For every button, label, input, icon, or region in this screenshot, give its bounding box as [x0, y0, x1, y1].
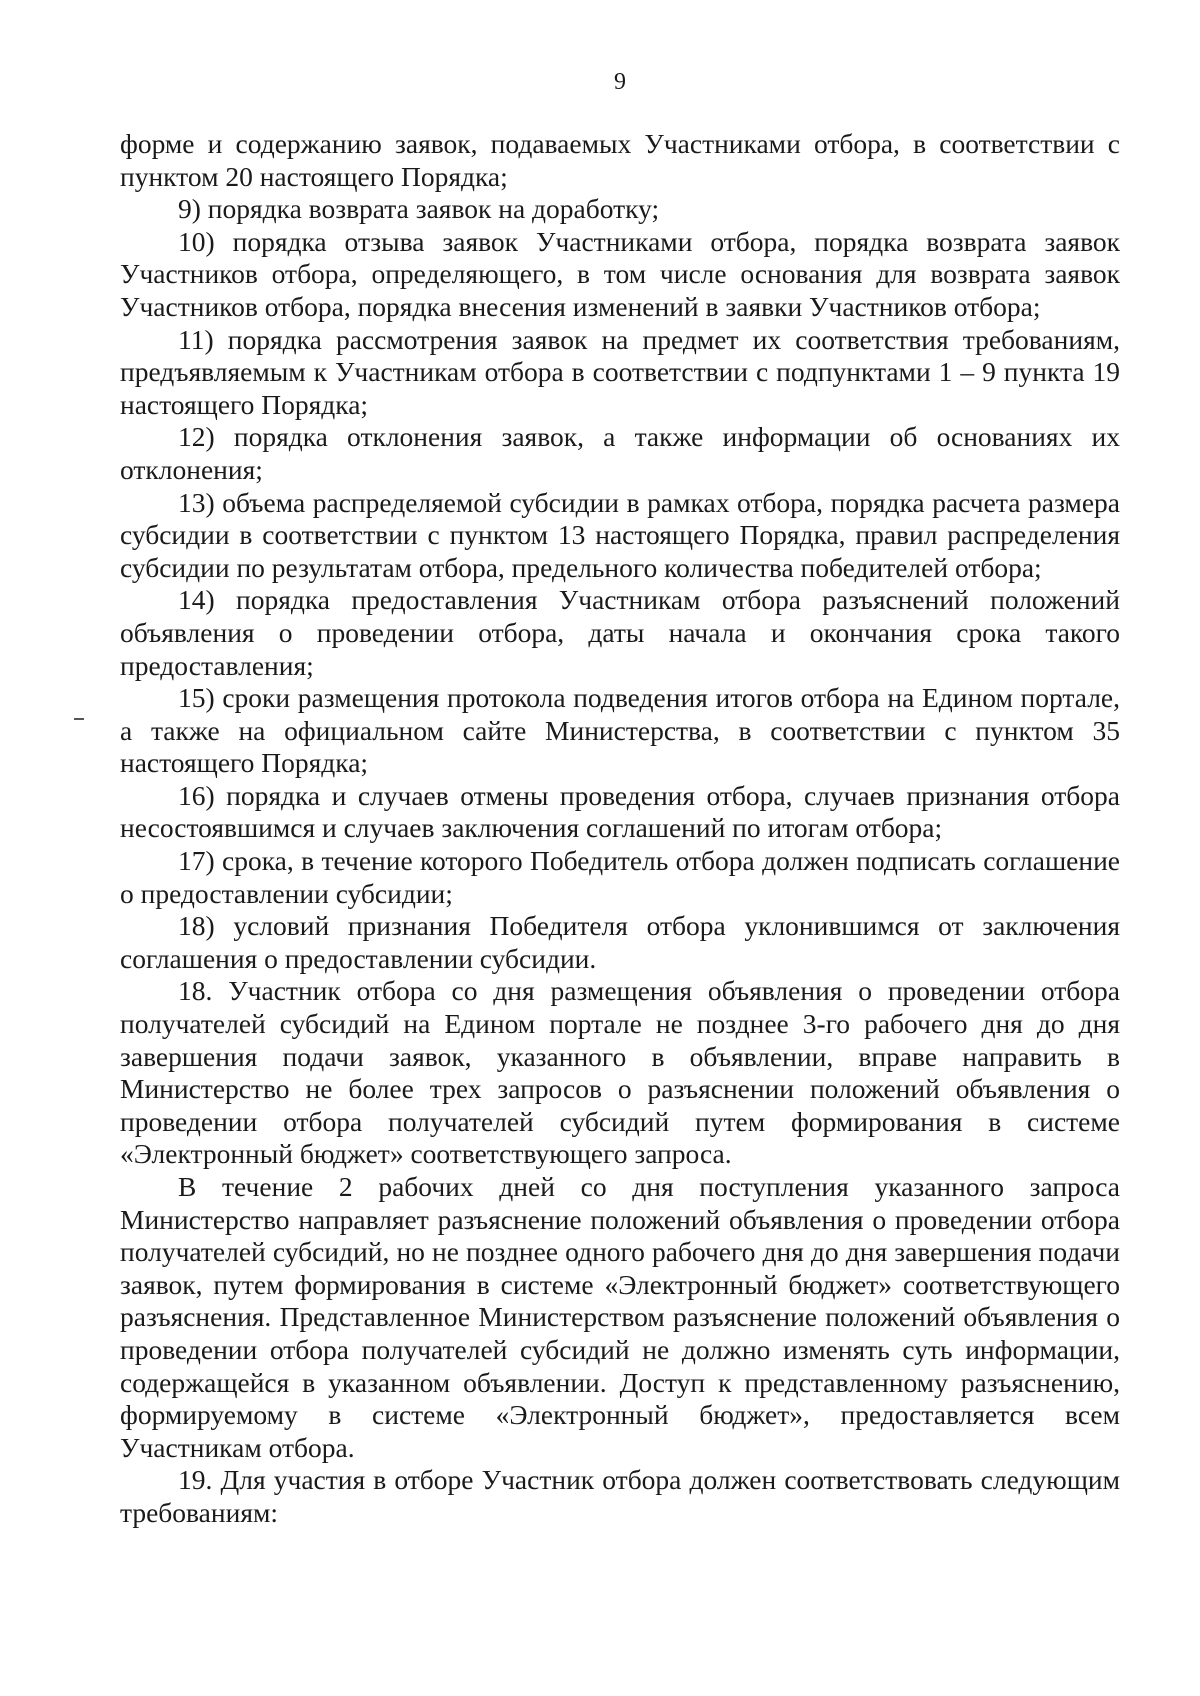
paragraph: 15) сроки размещения протокола подведения итогов отбора на Едином портале, а также на официальном сайте Министерства, в соответствии с пунктом 35 настоящего Порядка; — [120, 682, 1120, 779]
paragraph: 9) порядка возврата заявок на доработку; — [178, 193, 660, 225]
paragraph: 17) срока, в течение которого Победитель отбора должен подписать соглашение о предоставлении субсидии; — [120, 845, 1120, 909]
paragraph: 13) объема распределяемой субсидии в рамках отбора, порядка расчета размера субсидии в соответствии с пунктом 13 настоящего Порядка, правил распределения субсидии по результатам отбора, предельного количества победителей отбора; — [120, 486, 1120, 583]
paragraph: форме и содержанию заявок, подаваемых Участниками отбора, в соответствии с пунктом 20 настоящего Порядка; — [120, 128, 1120, 192]
paragraph: 19. Для участия в отборе Участник отбора должен соответствовать следующим требованиям: — [120, 1464, 1120, 1528]
paragraph: 12) порядка отклонения заявок, а также информации об основаниях их отклонения; — [120, 421, 1120, 485]
margin-mark — [74, 718, 84, 720]
document-body — [120, 128, 1120, 1530]
paragraph: 11) порядка рассмотрения заявок на предмет их соответствия требованиям, предъявляемым к Участникам отбора в соответствии с подпунктами 1 – 9 пункта 19 настоящего Порядка; — [120, 323, 1120, 420]
paragraph: В течение 2 рабочих дней со дня поступления указанного запроса Министерство направляет разъяснение положений объявления о проведении отбора получателей субсидий, но не позднее одного рабочего дня до дня завершения подачи заявок, путем формирования в системе «Электронный бюджет» соответствующего разъяснения. Представленное Министерством разъяснение положений объявления о проведении отбора получателей субсидий не должно изменять суть информации, содержащейся в указанном объявлении. Доступ к представленному разъяснению, формируемому в системе «Электронный бюджет», предоставляется всем Участникам отбора. — [120, 1171, 1120, 1463]
paragraph: 14) порядка предоставления Участникам отбора разъяснений положений объявления о проведении отбора, даты начала и окончания срока такого предоставления; — [120, 584, 1120, 681]
paragraph: 10) порядка отзыва заявок Участниками отбора, порядка возврата заявок Участников отбора, определяющего, в том числе основания для возврата заявок Участников отбора, порядка внесения изменений в заявки Участников отбора; — [120, 225, 1120, 322]
paragraph: 18. Участник отбора со дня размещения объявления о проведении отбора получателей субсидий на Едином портале не позднее 3-го рабочего дня до дня завершения подачи заявок, указанного в объявлении, вправе направить в Министерство не более трех запросов о разъяснении положений объявления о проведении отбора получателей субсидий путем формирования в системе «Электронный бюджет» соответствующего запроса. — [120, 975, 1120, 1170]
paragraph: 16) порядка и случаев отмены проведения отбора, случаев признания отбора несостоявшимся и случаев заключения соглашений по итогам отбора; — [120, 779, 1120, 844]
paragraph: 18) условий признания Победителя отбора уклонившимся от заключения соглашения о предоставлении субсидии. — [120, 910, 1120, 974]
page-number: 9 — [614, 69, 626, 95]
